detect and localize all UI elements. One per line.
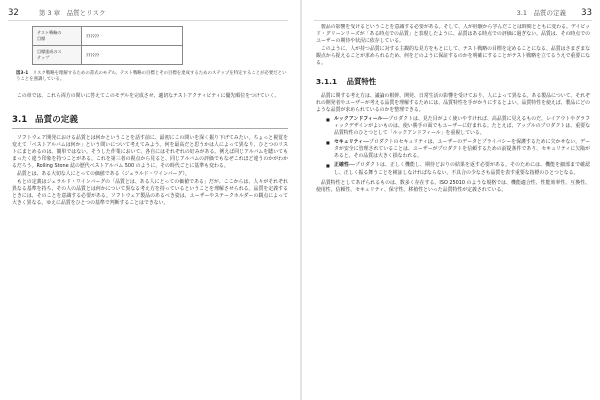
list-item-term: 正確性 xyxy=(334,162,350,169)
section-title: 品質の定義 xyxy=(35,114,78,125)
left-running-header xyxy=(8,8,288,21)
left-page-body xyxy=(12,24,288,394)
list-item-text: ──プロダクトは、正しく機能し、期待どおりの結果を返す必要がある。そのためには、機能を細部まで確認し、正しく振る舞うことを検証しなければならない。不具合の少なさも品質を表す重要な指標のひとつとなる。 xyxy=(334,162,590,176)
table-key: テスト戦略の 目標 xyxy=(33,27,82,46)
table-row xyxy=(33,46,183,65)
list-item xyxy=(334,139,590,160)
list-item-term: セキュリティ xyxy=(334,139,364,146)
table-value: ?????? xyxy=(82,27,183,46)
left-page-number: 32 xyxy=(8,8,19,18)
strategy-model-table xyxy=(32,26,183,65)
body-paragraph: このように、人が持つ品質に対する主観的な見方をもとにして、テスト戦略の目標を定めることになる。品質はさまざまな観点から捉えることが求められるため、何をどのように保証するのかを明確にすることがテスト戦略を立てるうえで重要になる。 xyxy=(316,46,590,67)
right-running-header xyxy=(314,8,592,21)
body-paragraph: ソフトウェア開発における品質とは何かということを話す前に、最初にこの問いを深く掘り下げてみたい。ちょっと視覚を変えて「ベストアルバムは何か」という問いについて考えてみよう。何を最高だと思うかは人によって異なり、ひとつのリストにまとめるのは、簡単ではない。そうした作業において、各自にはそれぞれの好みがある。例えば同じアルバムを聴いてもまったく違う印象を持つことがある。これを第三者の視点から見ると、同じアルバムの評価でもなぜこれほど違うのかがわかるだろう。Rolling Stone 誌の歴代ベストアルバム 500 のように、その時代ごとに基準も変わる。 xyxy=(12,134,288,169)
figure-caption xyxy=(16,71,288,83)
table-row xyxy=(33,27,183,46)
right-chapter-title: 3.1 品質の定義 xyxy=(516,9,566,17)
section-heading xyxy=(12,113,288,129)
body-paragraph: 品質に関する考え方は、議論の根幹、開発、日常生活の影響を受けており、人によって異なる。ある製品について、それぞれの開発者やユーザーが考える品質を理解するためには、品質特性を手がかりにするとよい。品質特性を使えば、製品にどのような品質が求められているのかを整理できる。 xyxy=(316,92,590,113)
subsection-title: 品質特性 xyxy=(346,76,377,86)
body-paragraph: もとの定義はジェラルド・ワインバーグの「品質とは、ある人にとっての価値である」だが、ここからは、人々がそれぞれ異なる基準を持ち、その人の品質とは何かについて異なる考え方を持っているということを理解させられる。品質を定義するときには、そのことを意識する必要がある。ソフトウェア製品のあるべき姿は、ユーザーやステークホルダーの観点によって大きく異なる。ゆえに品質をひとつの基準で判断することはできない。 xyxy=(12,179,288,207)
body-paragraph: 品質とは、ある大切な人にとっての価値である（ジェラルド・ワインバーグ）。 xyxy=(16,170,190,177)
list-item-text: ──プロダクトは、見た目がよく使いやすければ、高品質に見えるものだ。レイアウトやグラフィックデザインがよいものは、使い勝手の面でもユーザーに好まれる。たとえば、アップルのプロダクトは、重要な品質特性のひとつとして「ルックアンドフィール」を重視している。 xyxy=(334,115,590,137)
figure-label: 図3-1 xyxy=(16,71,29,76)
table-key: 目標達成のス テップ xyxy=(33,46,82,65)
left-chapter-title: 第 3 章 品質とリスク xyxy=(38,9,106,17)
body-paragraph: 品質特性としてあげられるものは、数多く存在する。ISO 25010 のような規格では、機能適合性、性能効率性、互換性、使用性、信頼性、セキュリティ、保守性、移植性といった品質特性が定義されている。 xyxy=(316,179,590,193)
list-item-text: ──プロダクトのセキュリティは、ユーザーのデータとプライバシーを保護するために欠かせない。データが安全に管理されていることは、ユーザーがプロダクトを信頼するための前提条件であり、セキュリティに欠陥があると、その品質は大きく損なわれる。 xyxy=(334,139,590,160)
subsection-heading xyxy=(316,76,590,87)
quality-characteristics-list xyxy=(316,116,590,177)
right-page xyxy=(302,0,600,400)
list-item xyxy=(334,162,590,176)
subsection-number: 3.1.1 xyxy=(316,76,338,86)
body-paragraph: この章では、これら両方の問いに答えてこのモデルを完成させ、適切なテストアクティビティに優先順位をつけていく。 xyxy=(16,93,280,100)
figure-caption-text: リスク戦略を理解するための書式のモデル。テスト戦略の目標とその目標を達成するためのステップを特定することが必要だということを強調している。 xyxy=(16,71,287,83)
list-item-term: ルックアンドフィール xyxy=(334,115,383,122)
right-page-number: 33 xyxy=(581,8,592,18)
body-paragraph: 製品の影響を受けるということを意識する必要がある。そして、人が経験から学んだことは時間とともに変わる。デイビッド・グリーンリーズが「ある時点での品質」と表現したように、品質はある時点での評価に過ぎない。品質は、その時点でのユーザーの期待や状況に依存している。 xyxy=(316,24,590,45)
right-page-body xyxy=(316,24,590,394)
section-number: 3.1 xyxy=(12,114,28,125)
table-value: ?????? xyxy=(82,46,183,65)
list-item xyxy=(334,116,590,137)
